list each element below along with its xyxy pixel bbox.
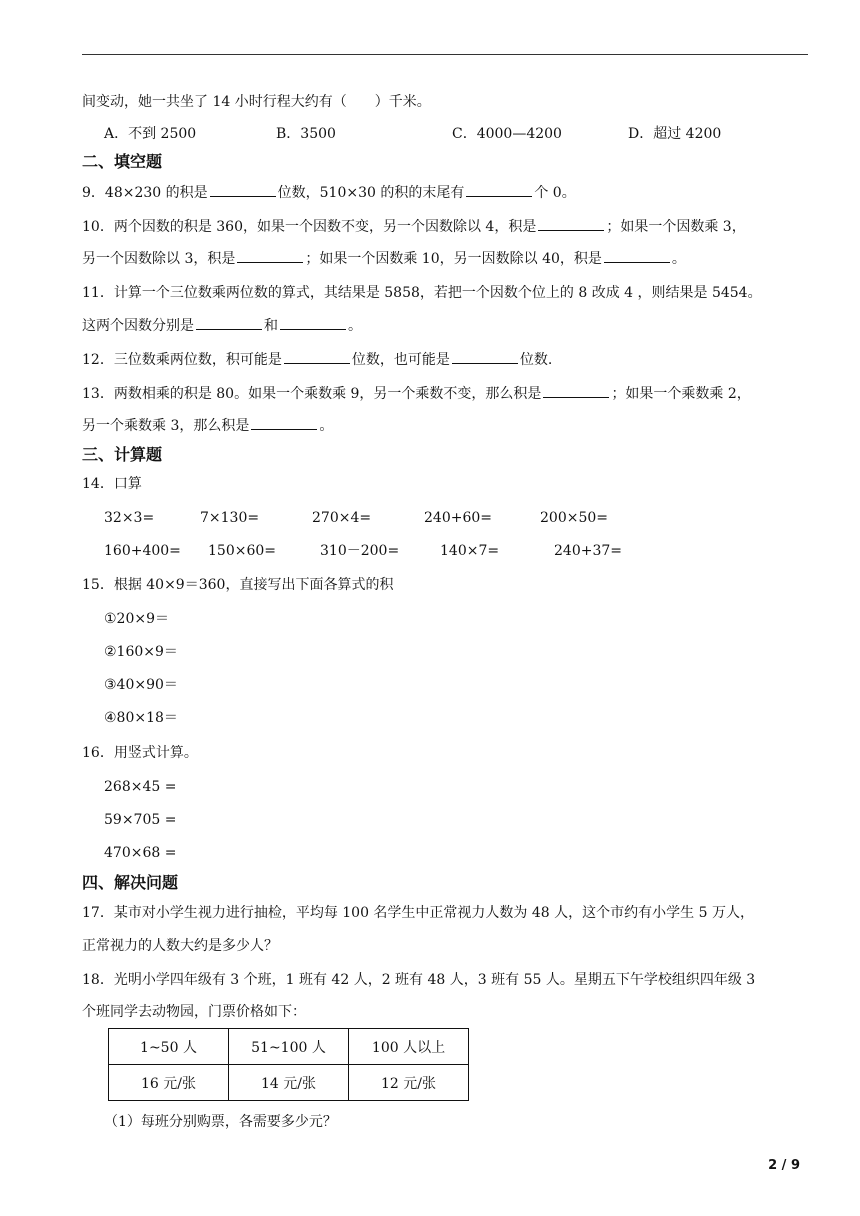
q18-line1: 18．光明小学四年级有 3 个班，1 班有 42 人，2 班有 48 人，3 班有 55 人。星期五下午学校组织四年级 3 xyxy=(82,972,756,988)
answer-blank[interactable] xyxy=(538,216,604,231)
q11-text-a: 这两个因数分别是 xyxy=(82,318,194,334)
q9-text-b: 位数，510×30 的积的末尾有 xyxy=(277,185,465,201)
q16-title: 16．用竖式计算。 xyxy=(82,745,198,761)
table-row xyxy=(109,1065,469,1101)
q12 xyxy=(82,349,552,370)
section-solve-heading: 四、解决问题 xyxy=(82,873,179,892)
q14-item: 310－200= xyxy=(320,543,400,559)
answer-blank[interactable] xyxy=(210,182,276,197)
q15-item: ①20×9＝ xyxy=(104,611,170,627)
q16-item: 59×705 = xyxy=(104,812,177,828)
q12-text-a: 12．三位数乘两位数，积可能是 xyxy=(82,352,282,368)
q11-line1: 11．计算一个三位数乘两位数的算式，其结果是 5858，若把一个因数个位上的 8 改成 4 ，则结果是 5454。 xyxy=(82,285,762,301)
q10-text-a: 10．两个因数的积是 360，如果一个因数不变，另一个因数除以 4，积是 xyxy=(82,219,537,235)
q14-item: 7×130= xyxy=(200,510,260,526)
answer-blank[interactable] xyxy=(543,383,609,398)
table-cell: 51~100 人 xyxy=(229,1029,349,1065)
q13-text-c: 另一个乘数乘 3，那么积是 xyxy=(82,418,250,434)
q9 xyxy=(82,182,576,203)
q8-option-d: D．超过 4200 xyxy=(628,126,722,142)
section-calc-heading: 三、计算题 xyxy=(82,445,163,464)
q11-text-c: 。 xyxy=(348,318,362,334)
q8-option-b: B．3500 xyxy=(276,126,336,142)
q14-item: 240+37= xyxy=(554,543,622,559)
q13-text-a: 13．两数相乘的积是 80。如果一个乘数乘 9，另一个乘数不变，那么积是 xyxy=(82,386,542,402)
table-cell: 12 元/张 xyxy=(349,1065,469,1101)
q10-text-b: ；如果一个因数乘 3， xyxy=(606,219,746,235)
ticket-price-table xyxy=(108,1028,469,1101)
q15-item: ③40×90＝ xyxy=(104,677,178,693)
q15-title: 15．根据 40×9＝360，直接写出下面各算式的积 xyxy=(82,577,394,593)
q9-text-a: 9．48×230 的积是 xyxy=(82,185,208,201)
answer-blank[interactable] xyxy=(237,248,303,263)
q14-title: 14．口算 xyxy=(82,476,142,492)
q13-text-d: 。 xyxy=(319,418,334,434)
q10-text-d: ；如果一个因数乘 10，另一因数除以 40，积是 xyxy=(305,251,602,267)
q14-item: 160+400= xyxy=(104,543,181,559)
answer-blank[interactable] xyxy=(452,349,518,364)
q17-line1: 17．某市对小学生视力进行抽检，平均每 100 名学生中正常视力人数为 48 人，这个市约有小学生 5 万人， xyxy=(82,905,754,921)
q8-option-a: A．不到 2500 xyxy=(104,126,197,142)
q11-text-b: 和 xyxy=(264,318,278,334)
answer-blank[interactable] xyxy=(280,315,346,330)
q13-line1 xyxy=(82,383,751,404)
section-fill-heading: 二、填空题 xyxy=(82,152,163,171)
answer-blank[interactable] xyxy=(466,182,532,197)
answer-blank[interactable] xyxy=(284,349,350,364)
q13-text-b: ；如果一个乘数乘 2， xyxy=(611,386,751,402)
q15-item: ②160×9＝ xyxy=(104,644,178,660)
q17-line2: 正常视力的人数大约是多少人？ xyxy=(82,938,278,954)
table-cell: 100 人以上 xyxy=(349,1029,469,1065)
q14-item: 200×50= xyxy=(540,510,608,526)
q14-item: 270×4= xyxy=(312,510,372,526)
q14-item: 150×60= xyxy=(208,543,276,559)
answer-blank[interactable] xyxy=(604,248,670,263)
q8-option-c: C．4000—4200 xyxy=(452,126,562,142)
q18-line2: 个班同学去动物园，门票价格如下： xyxy=(82,1004,306,1020)
q16-item: 268×45 = xyxy=(104,779,177,795)
q16-item: 470×68 = xyxy=(104,845,177,861)
table-cell: 14 元/张 xyxy=(229,1065,349,1101)
q12-text-c: 位数. xyxy=(519,352,553,368)
q12-text-b: 位数，也可能是 xyxy=(351,352,450,368)
q10-text-c: 另一个因数除以 3，积是 xyxy=(82,251,236,267)
answer-blank[interactable] xyxy=(251,415,317,430)
q15-item: ④80×18＝ xyxy=(104,710,178,726)
q10-line2 xyxy=(82,248,686,269)
q9-text-c: 个 0。 xyxy=(534,185,576,201)
q14-item: 32×3= xyxy=(104,510,155,526)
table-cell: 1~50 人 xyxy=(109,1029,229,1065)
header-rule xyxy=(82,54,808,55)
q13-line2 xyxy=(82,415,333,436)
table-row xyxy=(109,1029,469,1065)
q8-tail: 间变动，她一共坐了 14 小时行程大约有（ ）千米。 xyxy=(82,94,431,110)
q18-sub1: （1）每班分别购票，各需要多少元？ xyxy=(104,1114,337,1130)
q10-text-e: 。 xyxy=(671,251,686,267)
q14-item: 140×7= xyxy=(440,543,500,559)
answer-blank[interactable] xyxy=(196,315,262,330)
q10-line1 xyxy=(82,216,746,237)
table-cell: 16 元/张 xyxy=(109,1065,229,1101)
q11-line2 xyxy=(82,315,362,336)
q14-item: 240+60= xyxy=(424,510,492,526)
page-number: 2 / 9 xyxy=(768,1158,800,1173)
